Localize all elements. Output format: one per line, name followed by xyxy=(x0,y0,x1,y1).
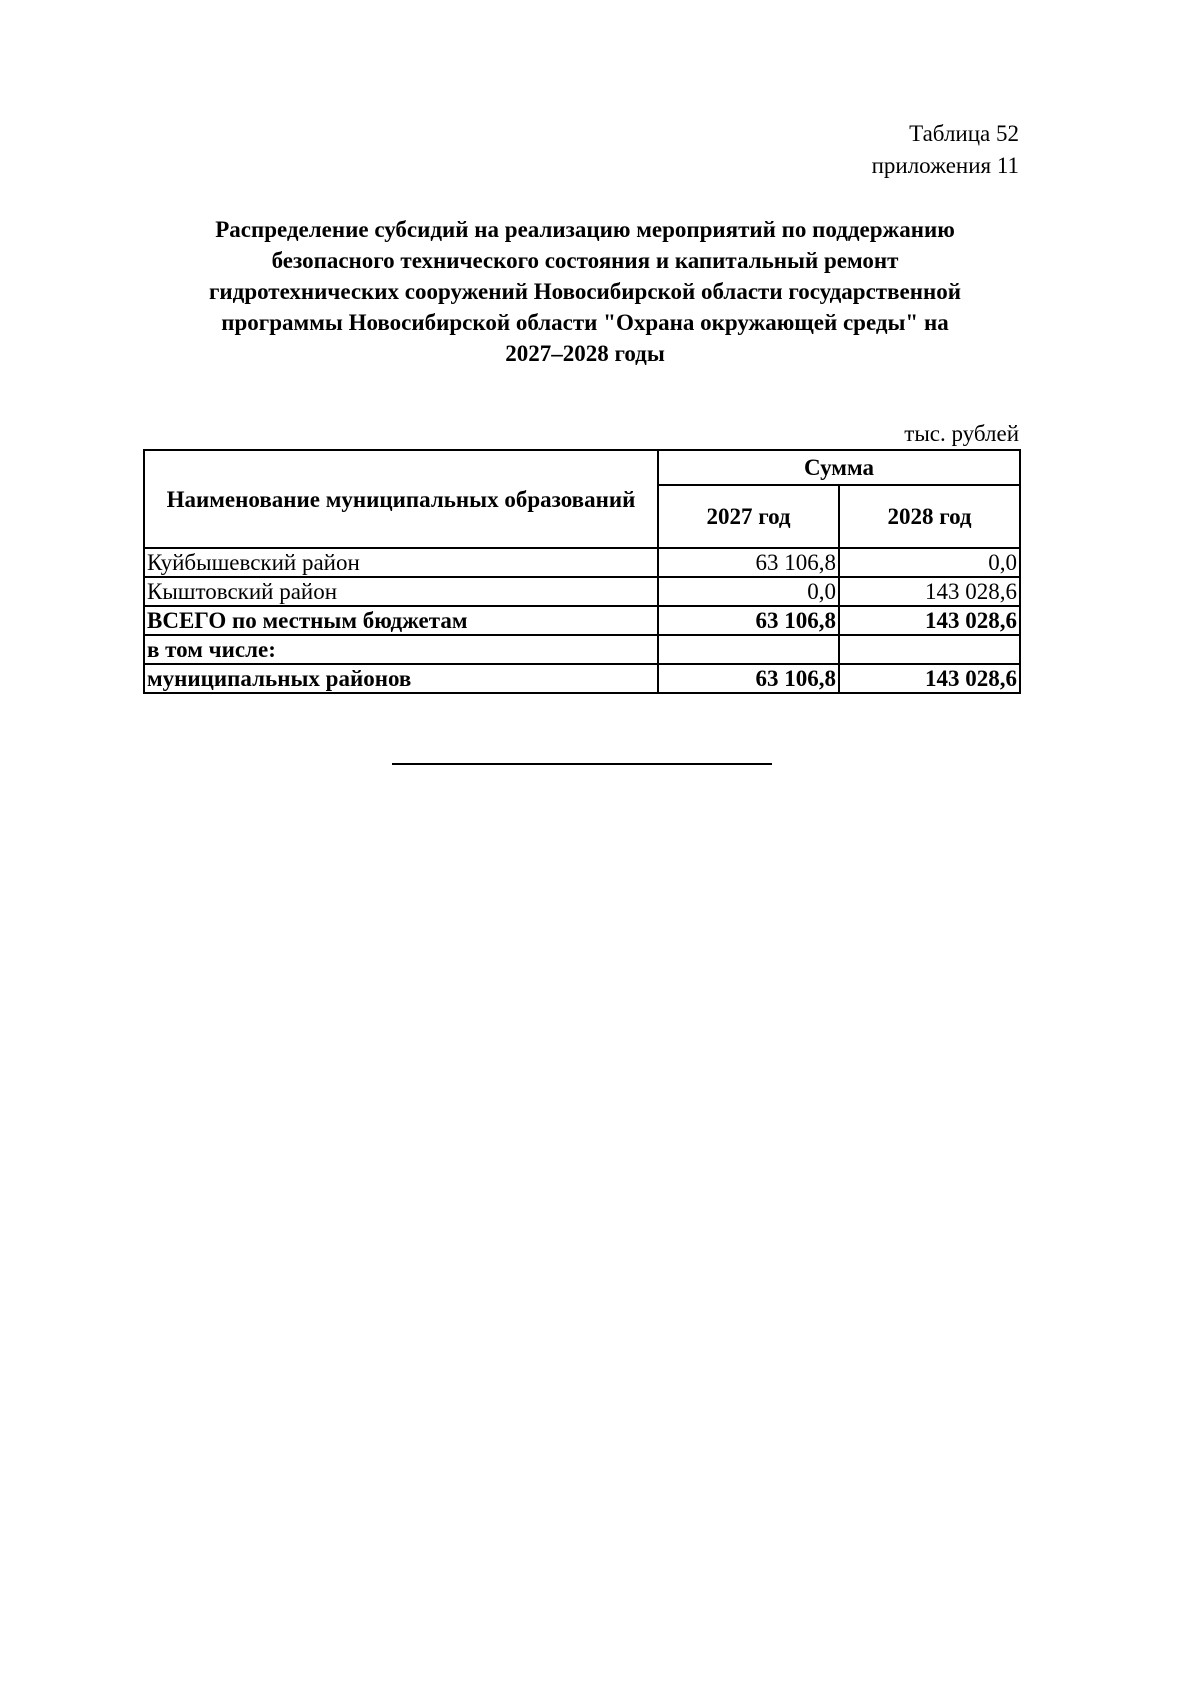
row-name: муниципальных районов xyxy=(144,664,658,693)
row-value-2028: 0,0 xyxy=(839,548,1020,577)
row-value-2027: 0,0 xyxy=(658,577,839,606)
title-line: программы Новосибирской области "Охрана окружающей среды" на xyxy=(221,310,949,335)
row-value-2028 xyxy=(839,635,1020,664)
row-value-2028: 143 028,6 xyxy=(839,577,1020,606)
appendix-number: приложения 11 xyxy=(871,153,1019,178)
table-row-subheading xyxy=(144,635,1020,664)
table-row xyxy=(144,548,1020,577)
row-value-2027: 63 106,8 xyxy=(658,606,839,635)
row-value-2028: 143 028,6 xyxy=(839,606,1020,635)
units-label: тыс. рублей xyxy=(904,421,1019,446)
column-header-municipality: Наименование муниципальных образований xyxy=(144,450,658,548)
column-header-sum: Сумма xyxy=(658,450,1020,485)
row-value-2027: 63 106,8 xyxy=(658,664,839,693)
row-value-2027: 63 106,8 xyxy=(658,548,839,577)
title-line: безопасного технического состояния и капитальный ремонт xyxy=(271,248,899,273)
table-row xyxy=(144,577,1020,606)
column-header-2028: 2028 год xyxy=(839,485,1020,548)
row-name: Куйбышевский район xyxy=(144,548,658,577)
row-name: ВСЕГО по местным бюджетам xyxy=(144,606,658,635)
table-row-subtotal xyxy=(144,664,1020,693)
title-line: 2027–2028 годы xyxy=(505,341,665,366)
title-line: Распределение субсидий на реализацию мероприятий по поддержанию xyxy=(215,217,955,242)
row-value-2027 xyxy=(658,635,839,664)
document-title xyxy=(170,214,1000,369)
closing-divider-line xyxy=(392,763,772,765)
table-reference xyxy=(872,118,1019,182)
table-row-total xyxy=(144,606,1020,635)
column-header-2027: 2027 год xyxy=(658,485,839,548)
title-line: гидротехнических сооружений Новосибирской области государственной xyxy=(208,279,961,304)
row-name: Кыштовский район xyxy=(144,577,658,606)
table-number: Таблица 52 xyxy=(909,121,1019,146)
subsidy-table xyxy=(143,449,1021,694)
row-value-2028: 143 028,6 xyxy=(839,664,1020,693)
row-name: в том числе: xyxy=(144,635,658,664)
